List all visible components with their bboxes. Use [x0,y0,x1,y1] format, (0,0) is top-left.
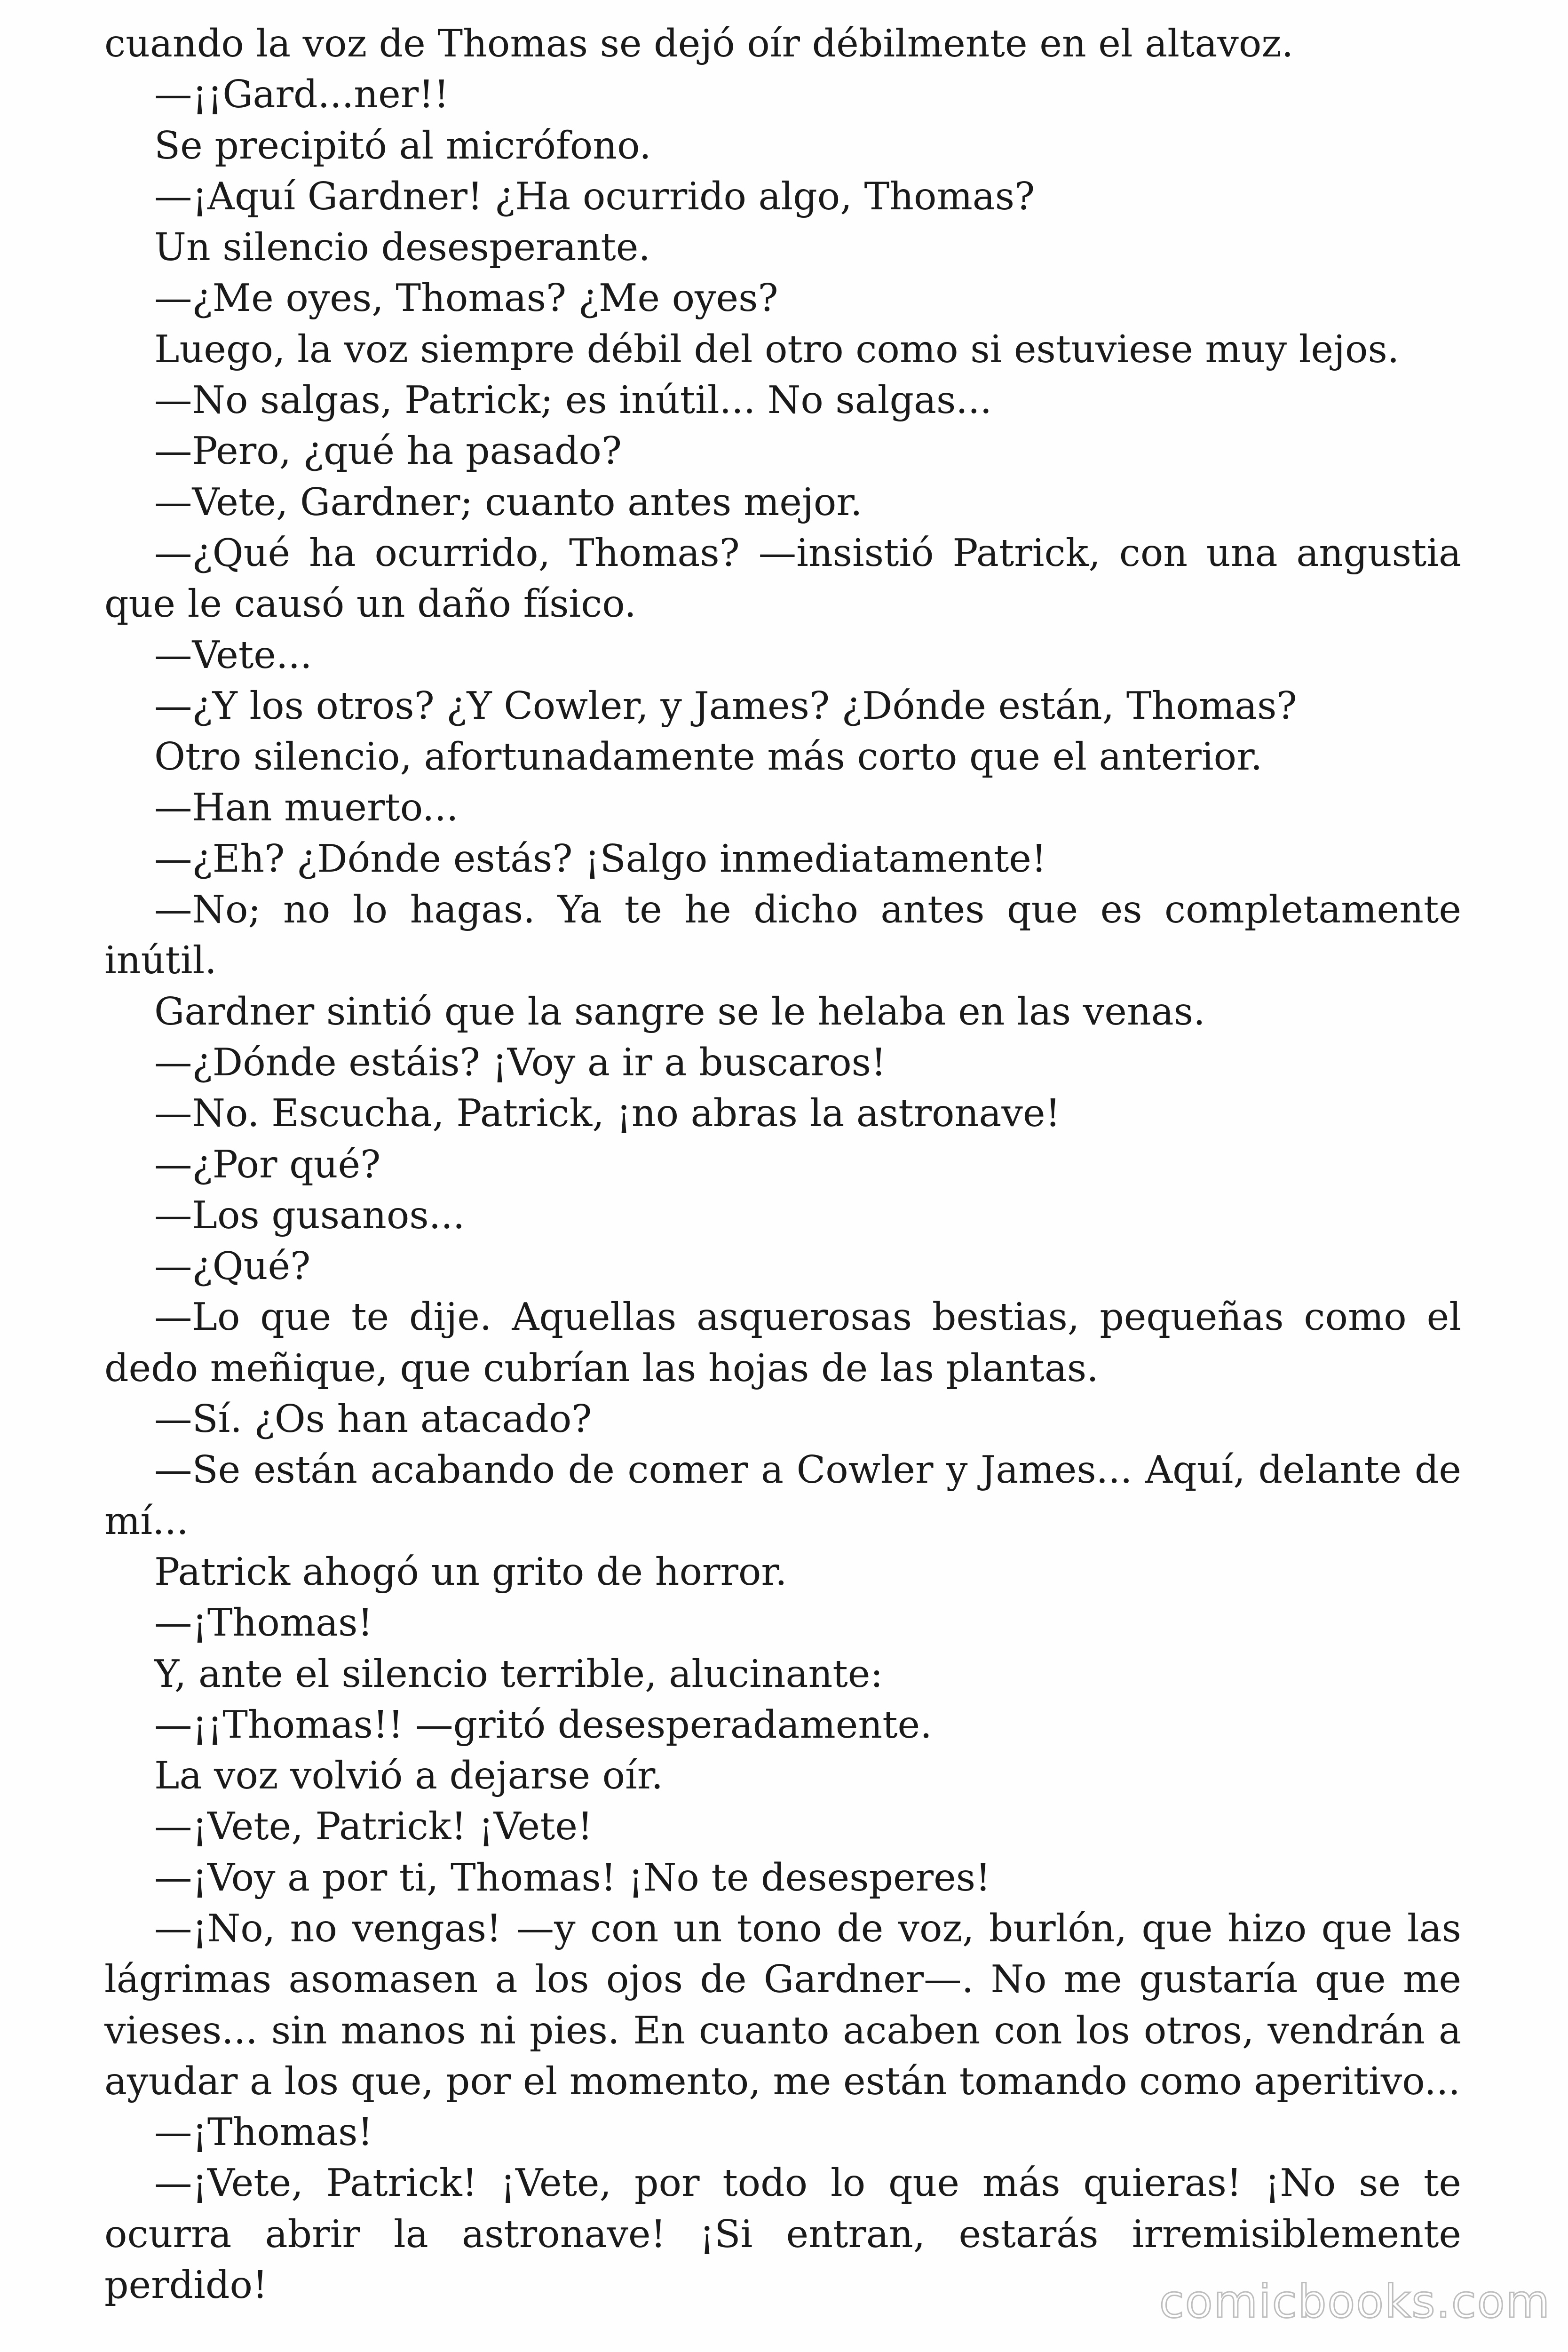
paragraph: —Se están acabando de comer a Cowler y James... Aquí, delante de mí... [104,1447,1461,1543]
paragraph: —No. Escucha, Patrick, ¡no abras la astronave! [154,1091,1061,1136]
paragraph: Luego, la voz siempre débil del otro como si estuviese muy lejos. [154,326,1400,371]
paragraph: —¿Qué ha ocurrido, Thomas? —insistió Patrick, con una angustia que le causó un daño físico. [104,530,1461,626]
paragraph: —¿Eh? ¿Dónde estás? ¡Salgo inmediatamente! [154,836,1047,881]
paragraph: La voz volvió a dejarse oír. [154,1753,664,1798]
paragraph: —¿Dónde estáis? ¡Voy a ir a buscaros! [154,1040,887,1084]
paragraph: —¡No, no vengas! —y con un tono de voz, burlón, que hizo que las lágrimas asomasen a los ojos de Gardner—. No me gustaría que me vieses... sin manos ni pies. En cuanto acaben con los otros, vendrán a ayudar a los que, por el momento, me están tomando como aperitivo... [104,1906,1461,2103]
paragraph: Un silencio desesperante. [154,225,650,270]
paragraph: —¿Me oyes, Thomas? ¿Me oyes? [154,276,778,320]
paragraph: —¡Thomas! [154,1600,373,1645]
paragraph: —¡Aquí Gardner! ¿Ha ocurrido algo, Thomas? [154,174,1035,218]
paragraph: —Pero, ¿qué ha pasado? [154,429,622,473]
paragraph: —¡¡Gard...ner!! [154,72,449,117]
page-text [104,18,1461,2310]
paragraph: Gardner sintió que la sangre se le helaba en las venas. [154,989,1205,1033]
paragraph: —Lo que te dije. Aquellas asquerosas bestias, pequeñas como el dedo meñique, que cubrían las hojas de las plantas. [104,1295,1461,1390]
paragraph: cuando la voz de Thomas se dejó oír débilmente en el altavoz. [104,21,1294,65]
paragraph: —Sí. ¿Os han atacado? [154,1397,592,1441]
paragraph: —¡Thomas! [154,2110,373,2154]
paragraph: —¡Voy a por ti, Thomas! ¡No te desesperes! [154,1855,991,1899]
paragraph: Patrick ahogó un grito de horror. [154,1549,787,1594]
paragraph: —Vete, Gardner; cuanto antes mejor. [154,479,863,524]
paragraph: —No; no lo hagas. Ya te he dicho antes que es completamente inútil. [104,887,1461,983]
paragraph: —Los gusanos... [154,1192,465,1237]
paragraph: Otro silencio, afortunadamente más corto que el anterior. [154,734,1263,779]
paragraph: —¿Por qué? [154,1142,381,1186]
paragraph: —¡Vete, Patrick! ¡Vete, por todo lo que más quieras! ¡No se te ocurra abrir la astronave! ¡Si entran, estarás irremisiblemente perdido! [104,2161,1461,2307]
paragraph: —¿Qué? [154,1244,311,1288]
paragraph: —¡Vete, Patrick! ¡Vete! [154,1804,593,1849]
paragraph: Y, ante el silencio terrible, alucinante: [154,1651,883,1696]
paragraph: —Vete... [154,632,312,677]
paragraph: —No salgas, Patrick; es inútil... No salgas... [154,378,992,422]
paragraph: —¿Y los otros? ¿Y Cowler, y James? ¿Dónde están, Thomas? [154,683,1297,728]
paragraph: —Han muerto... [154,785,459,830]
paragraph: —¡¡Thomas!! —gritó desesperadamente. [154,1702,932,1747]
paragraph: Se precipitó al micrófono. [154,123,651,167]
watermark: comicbooks.com [1159,2275,1551,2328]
